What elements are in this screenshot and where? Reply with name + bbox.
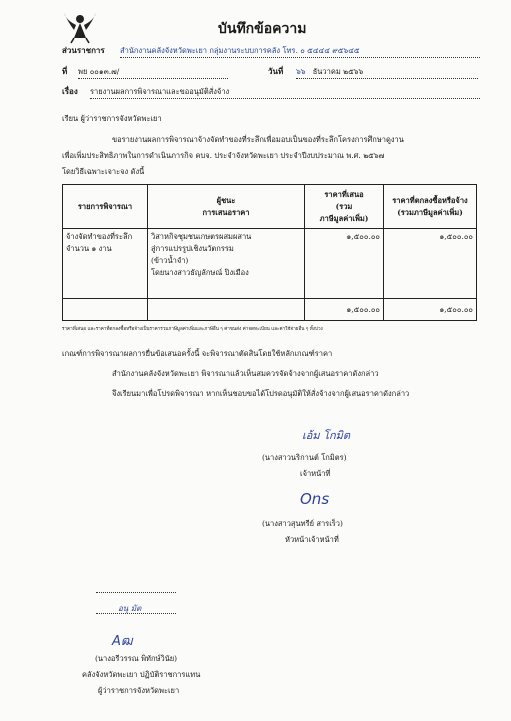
bid-table [62, 184, 477, 321]
date-label: วันที่ [268, 66, 284, 76]
intro-line-2: เพื่อเพิ่มประสิทธิภาพในการดำเนินภารกิจ คบจ. ประจำจังหวัดพะเยา ประจำปีงบประมาณ พ.ศ. ๒๕๖๗ [62, 151, 385, 160]
signer-1-name: (นางสาวนริกานต์ โกมิตร) [262, 453, 347, 462]
number-label: ที่ [62, 66, 68, 76]
conclusion-text: สำนักงานคลังจังหวัดพะเยา พิจารณาแล้วเห็นสมควรจัดจ้างจากผู้เสนอราคาดังกล่าว [112, 369, 379, 378]
garuda-emblem-icon [62, 10, 98, 44]
agency-value: สำนักงานคลังจังหวัดพะเยา กลุ่มงานระบบการคลัง โทร. ๐ ๕๔๔๔ ๙๕๖๔๕ [120, 45, 480, 58]
intro-line-1: ขอรายงานผลการพิจารณาจ้างจัดทำของที่ระลึกเพื่อมอบเป็นของที่ระลึกโครงการศึกษาดูงาน [112, 135, 404, 144]
row-offer: ๑,๕๐๐.๐๐ [305, 229, 384, 299]
signer-3-name: (นางอรีวรรณ พิทักษ์วินัย) [95, 654, 178, 663]
signature-2: Ons [300, 490, 330, 508]
date-value: ธันวาคม ๒๕๖๖ [312, 67, 364, 76]
footnote: ราคาที่เสนอ และราคาที่ตกลงซื้อหรือจ้างเป็นราคารวมภาษีมูลค่าเพิ่มและภาษีอื่น ๆ ค่าขนส่ง ค่าจดทะเบียน และค่าใช้จ่ายอื่น ๆ ทั้งปวง [62, 327, 323, 332]
table-row [63, 229, 477, 299]
date-day-handwritten: ๖๖ [296, 67, 306, 76]
subject-value: รายงานผลการพิจารณาและขออนุมัติสั่งจ้าง [90, 86, 480, 99]
request-text: จึงเรียนมาเพื่อโปรดพิจารณา หากเห็นชอบขอได้โปรดอนุมัติให้สั่งจ้างจากผู้เสนอราคาดังกล่าว [112, 389, 410, 398]
table-header-row [63, 185, 477, 229]
total-agreed: ๑,๕๐๐.๐๐ [384, 299, 477, 321]
intro-line-3: โดยวิธีเฉพาะเจาะจง ดังนี้ [62, 167, 145, 176]
header-offer: ราคาที่เสนอ (รวม ภาษีมูลค่าเพิ่ม) [305, 185, 384, 229]
header-winner: ผู้ชนะ การเสนอราคา [148, 185, 305, 229]
signer-2-title: หัวหน้าเจ้าหน้าที่ [285, 535, 339, 544]
signer-3-title-1: คลังจังหวัดพะเยา ปฏิบัติราชการแทน [82, 670, 201, 679]
number-value: พย ๐๐๑๓.๗/ [78, 66, 228, 79]
signer-3-title-2: ผู้ว่าราชการจังหวัดพะเยา [98, 686, 180, 695]
agency-label: ส่วนราชการ [62, 45, 105, 55]
table-total-row [63, 299, 477, 321]
subject-label: เรื่อง [62, 86, 78, 96]
criteria-text: เกณฑ์การพิจารณาผลการยื่นข้อเสนอครั้งนี้ จะพิจารณาตัดสินโดยใช้หลักเกณฑ์ราคา [62, 349, 333, 358]
row-agreed: ๑,๕๐๐.๐๐ [384, 229, 477, 299]
approval-initials: อนุ มัต [118, 604, 142, 613]
memo-title: บันทึกข้อความ [218, 21, 307, 37]
header-agreed: ราคาที่ตกลงซื้อหรือจ้าง (รวมภาษีมูลค่าเพิ่ม) [384, 185, 477, 229]
signer-2-name: (นางสาวสุนทรีย์ สารเร็ว) [262, 519, 343, 528]
row-item: จ้างจัดทำของที่ระลึก จำนวน ๑ งาน [63, 229, 148, 299]
salutation: เรียน ผู้ว่าราชการจังหวัดพะเยา [62, 114, 162, 123]
total-offer: ๑,๕๐๐.๐๐ [305, 299, 384, 321]
header-item: รายการพิจารณา [63, 185, 148, 229]
signature-3: Aฒ [112, 634, 133, 649]
signer-1-title: เจ้าหน้าที่ [300, 469, 331, 478]
approval-line-1 [96, 591, 176, 593]
date-field [296, 66, 478, 79]
row-winner: วิสาหกิจชุมชนเกษตรผสมผสาน สู่การแปรรูปเชิงนวัตกรรม (ข้าวน้ำจำ) โดยนางสาวธัญลักษณ์ ปิงเมือง [148, 229, 305, 299]
signature-1: เอ้ม โกมิต [302, 429, 351, 442]
